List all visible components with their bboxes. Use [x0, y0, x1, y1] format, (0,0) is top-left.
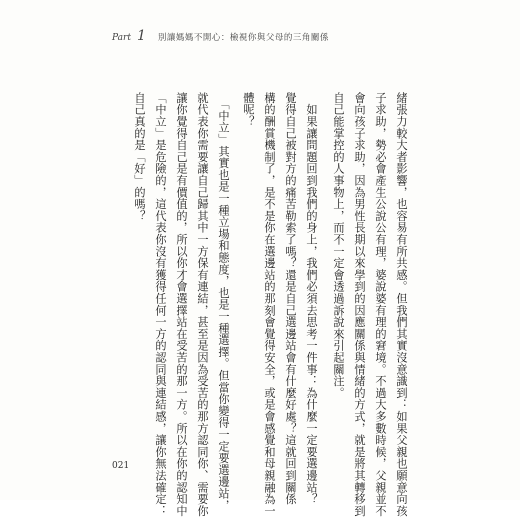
text-column: 緒張力較大者影響，也容易有所共感。但我們其實沒意識到：如果父親也願意向孩 — [395, 92, 408, 517]
chapter-title: 別讓媽媽不開心：檢視你與父母的三角關係 — [157, 33, 329, 43]
text-column: 讓你覺得自己是有價值的，所以你才會選擇站在受苦的那一方。所以在你的認知中 — [175, 92, 188, 517]
text-column: 就代表你需要讓自己歸其中一方保有連結，甚至是因為受苦的那方認同你、需要你 — [196, 92, 209, 517]
text-column: 如果讓問題回到我們的身上，我們必須去思考一件事：為什麼一定要選邊站？ — [305, 92, 318, 505]
text-column: 構的酬賞機制了，是不是你在選邊站的那刻會覺得安全，或是會感覺和母親融為一 — [263, 92, 276, 517]
part-number: 1 — [136, 28, 146, 44]
text-column: 會向孩子求助，因為男性長期以來學到的因應關係與情緒的方式，就是將其轉移到 — [353, 92, 366, 517]
part-label: Part — [112, 33, 131, 43]
text-column: 子求助，勢必會產生公說公有理，婆說婆有理的窘境。不過大多數時候，父親並不 — [374, 92, 387, 517]
text-column: 體呢？ — [242, 92, 255, 128]
page-number: 021 — [112, 461, 130, 471]
text-column: 「中立」其實也是一種立場和態度，也是一種選擇。但當你變得一定要選邊站， — [217, 92, 230, 512]
text-column: 覺得自己被對方的痛苦勒索了嗎？還是自己選邊站會有什麼好處？這就回到關係 — [284, 92, 297, 505]
text-column: 「中立」是危險的，這代表你沒有獲得任何一方的認同與連結感，讓你無法確定： — [154, 92, 167, 517]
running-header — [112, 28, 329, 44]
text-column: 自己能掌控的人事物上，而不一定會透過訴說來引起關注。 — [332, 92, 345, 399]
text-column: 自己真的是「好」的嗎？ — [133, 92, 146, 222]
